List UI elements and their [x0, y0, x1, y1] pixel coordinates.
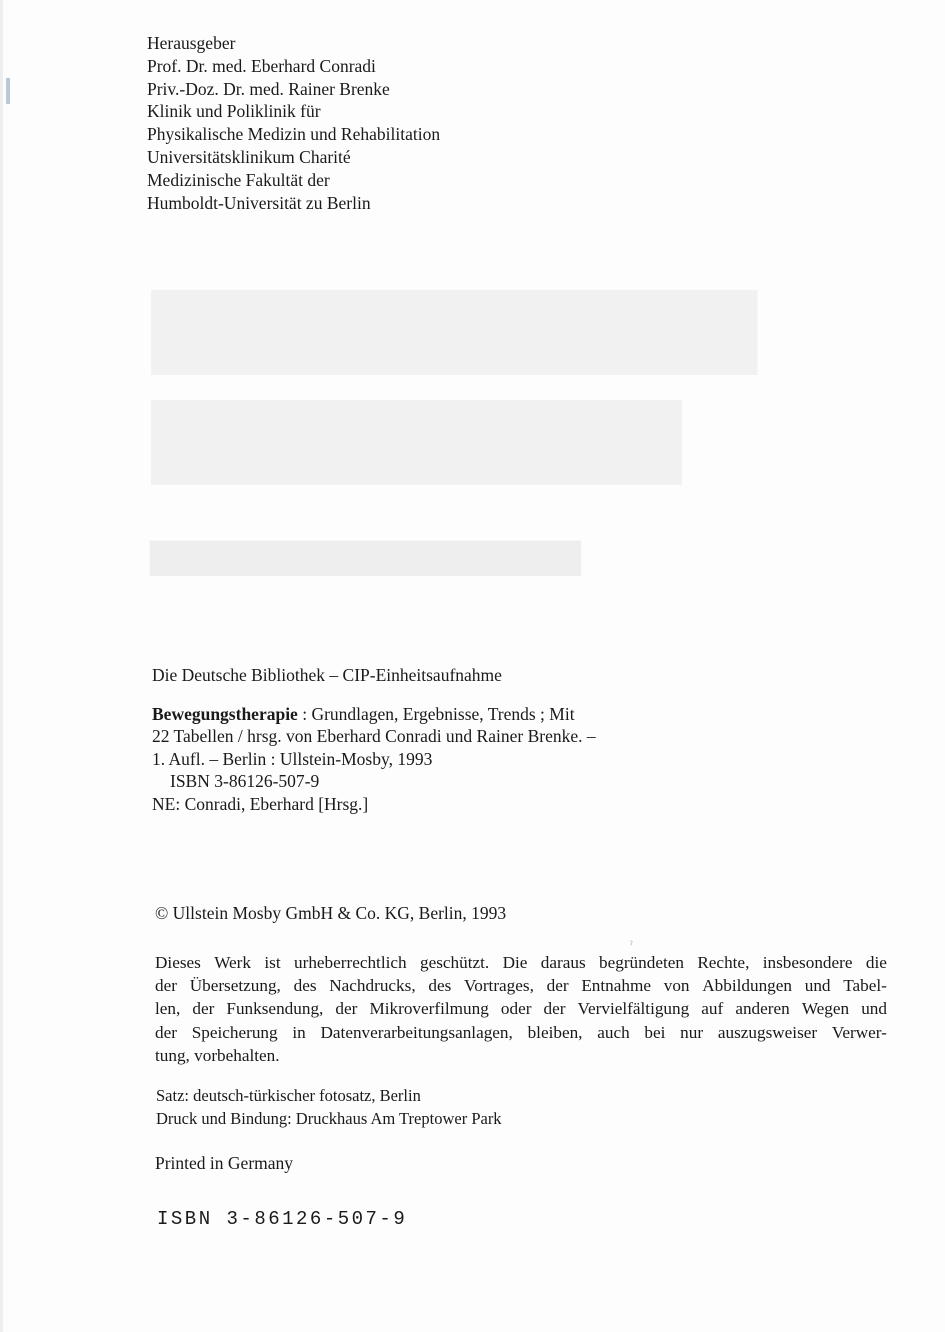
word: Dieses	[155, 953, 201, 972]
rights-line: tung, vorbehalten.	[155, 1045, 280, 1065]
word: Vortrages,	[464, 976, 534, 996]
page-edge-shadow	[0, 0, 3, 1332]
word: oder	[500, 999, 532, 1019]
word: geschützt.	[419, 953, 490, 972]
copyright-notice: © Ullstein Mosby GmbH & Co. KG, Berlin, 1993	[155, 903, 507, 923]
word: Übersetzung,	[189, 976, 281, 996]
word: Mikroverfilmung	[369, 999, 489, 1019]
printed-in: Printed in Germany	[155, 1153, 294, 1173]
word: und	[861, 999, 887, 1019]
cip-title-line	[152, 703, 652, 726]
isbn-number: ISBN 3-86126-507-9	[157, 1208, 408, 1230]
rights-paragraph	[155, 951, 887, 1067]
show-through-shape: ▆▆▆▆▆▆▆▆	[150, 265, 757, 372]
word: Rechte,	[697, 953, 750, 972]
word: auch	[597, 1022, 630, 1042]
editor-name: Priv.-Doz. Dr. med. Rainer Brenke	[147, 78, 390, 99]
word: Entnahme	[581, 976, 651, 996]
show-through-shape: ▆▆▆▆▆▆▆	[150, 375, 681, 482]
printing-info	[156, 1085, 502, 1130]
cip-heading: Die Deutsche Bibliothek – CIP-Einheitsaufnahme	[152, 665, 502, 685]
rights-line	[155, 1021, 887, 1044]
word: bleiben,	[527, 1022, 583, 1042]
word: der	[335, 999, 358, 1019]
word: auszugsweiser	[717, 1022, 818, 1042]
word: Tabel-	[843, 976, 887, 996]
affiliation-line: Klinik und Poliklinik für	[147, 101, 321, 122]
word: Verwer-	[831, 1022, 887, 1042]
show-through-shape: ▆▆▆▆▆▆▆▆▆▆▆▆▆▆	[150, 531, 581, 575]
word: nur	[680, 1022, 704, 1042]
word: daraus	[540, 953, 586, 972]
cip-isbn: ISBN 3-86126-507-9	[170, 771, 320, 792]
word: der	[543, 999, 566, 1019]
scan-speck: ˀ	[630, 940, 633, 951]
typesetting-line: Satz: deutsch-türkischer fotosatz, Berlin	[156, 1086, 421, 1105]
word: der	[155, 976, 177, 996]
word: Speicherung	[191, 1022, 278, 1042]
affiliation-line: Physikalische Medizin und Rehabilitation	[147, 124, 441, 145]
word: die	[865, 953, 887, 972]
scan-edge-mark	[6, 78, 10, 104]
word: anderen	[735, 999, 790, 1019]
word: Abbildungen	[702, 976, 792, 996]
word: Nachdrucks,	[329, 976, 416, 996]
word: Datenverarbeitungsanlagen,	[320, 1022, 513, 1042]
word: und	[804, 976, 831, 996]
word: von	[663, 976, 690, 996]
word: insbesondere	[762, 953, 853, 972]
word: des	[428, 976, 452, 996]
cip-record	[152, 664, 652, 816]
editors-heading: Herausgeber	[147, 33, 236, 53]
affiliation-line: Medizinische Fakultät der	[147, 169, 330, 190]
word: der	[192, 999, 215, 1019]
word: ist	[264, 953, 281, 972]
cip-title: Bewegungstherapie	[152, 703, 298, 724]
word: len,	[155, 999, 181, 1019]
word: Die	[502, 953, 528, 972]
cip-subtitle: : Grundlagen, Ergebnisse, Trends ; Mit	[297, 703, 575, 724]
affiliation-line: Humboldt-Universität zu Berlin	[147, 192, 371, 213]
word: Vervielfältigung	[577, 999, 690, 1019]
cip-line: NE: Conradi, Eberhard [Hrsg.]	[152, 793, 369, 814]
word: in	[292, 1022, 306, 1042]
word: begründeten	[599, 953, 684, 972]
word: bei	[644, 1022, 666, 1042]
word: der	[155, 1022, 177, 1042]
word: urheberrechtlich	[294, 953, 407, 972]
word: auf	[701, 999, 724, 1019]
rights-line	[155, 974, 887, 997]
rights-line	[155, 997, 887, 1020]
rights-line	[155, 951, 887, 974]
word: Werk	[214, 953, 251, 972]
cip-line: 22 Tabellen / hrsg. von Eberhard Conradi und Rainer Brenke. –	[152, 726, 596, 747]
cip-line: 1. Aufl. – Berlin : Ullstein-Mosby, 1993	[152, 748, 433, 769]
binding-line: Druck und Bindung: Druckhaus Am Treptower Park	[156, 1108, 502, 1128]
word: der	[546, 976, 569, 996]
editor-name: Prof. Dr. med. Eberhard Conradi	[147, 55, 376, 76]
word: Wegen	[801, 999, 850, 1019]
editors-block	[147, 32, 440, 214]
affiliation-line: Universitätsklinikum Charité	[147, 146, 351, 167]
word: des	[293, 976, 317, 996]
word: Funksendung,	[226, 999, 324, 1019]
